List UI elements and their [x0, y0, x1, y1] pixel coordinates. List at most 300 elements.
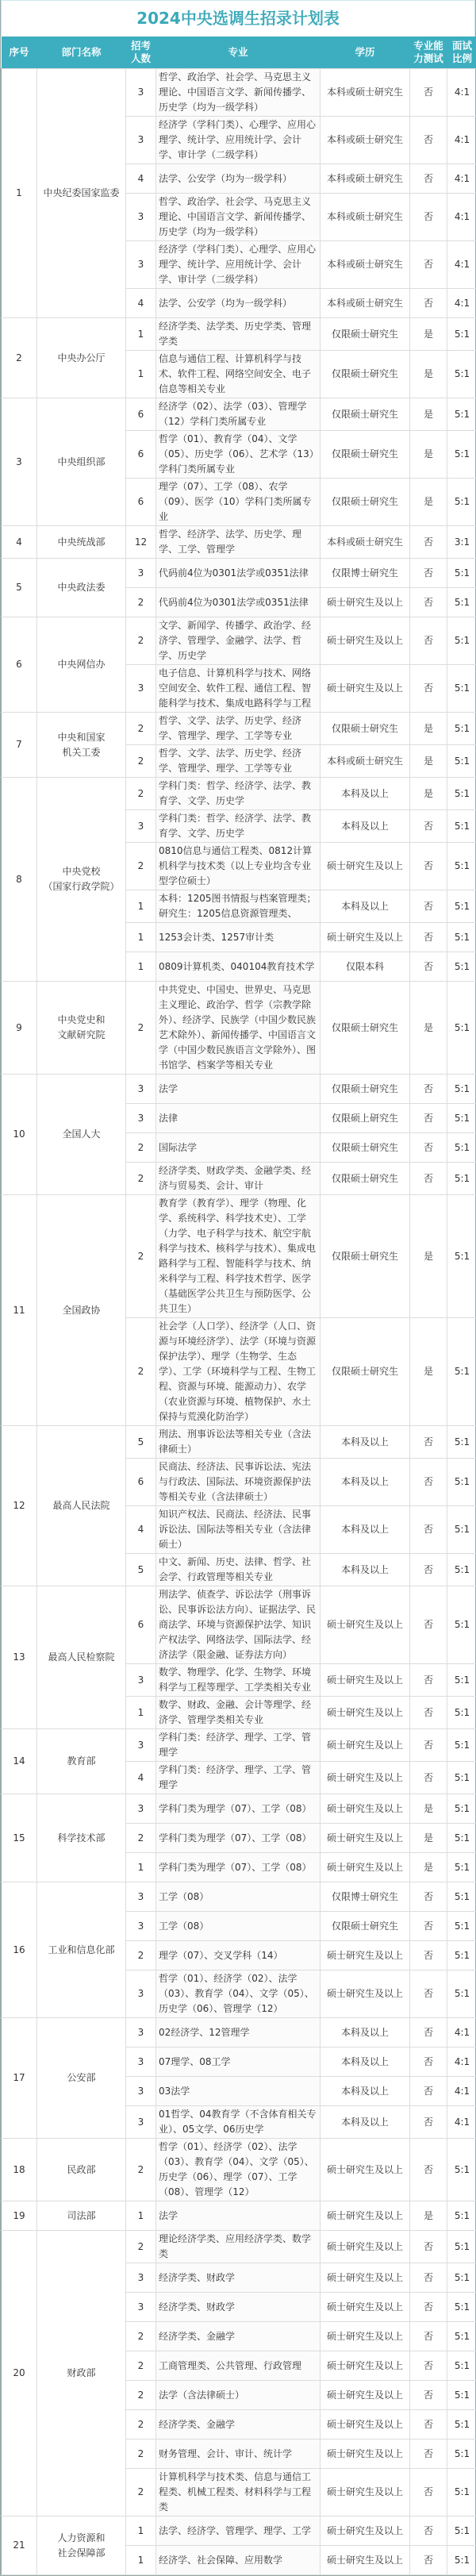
- count-cell: 1: [126, 351, 156, 398]
- education-cell: 硕士研究生及以上: [321, 2263, 410, 2293]
- major-cell: 信息与通信工程、计算机科学与技术、软件工程、网络空间安全、电子信息等相关专业: [156, 351, 321, 398]
- ratio-cell: 5:1: [447, 559, 476, 588]
- test-cell: 否: [410, 1664, 447, 1697]
- education-cell: 本科及以上: [321, 2077, 410, 2106]
- test-cell: 否: [410, 952, 447, 982]
- test-cell: 是: [410, 1794, 447, 1824]
- count-cell: 2: [126, 1133, 156, 1163]
- seq-cell: 13: [2, 1586, 37, 1729]
- test-cell: 是: [410, 778, 447, 810]
- table-row: [2, 2201, 476, 2231]
- ratio-cell: 5:1: [447, 1970, 476, 2018]
- major-cell: 财务管理、会计、审计、统计学: [156, 2440, 321, 2469]
- education-cell: 硕士研究生及以上: [321, 2469, 410, 2516]
- ratio-cell: 5:1: [447, 1762, 476, 1794]
- ratio-cell: 5:1: [447, 2201, 476, 2231]
- major-cell: 代码前4位为0301法学或0351法律: [156, 559, 321, 588]
- ratio-cell: 5:1: [447, 1729, 476, 1762]
- ratio-cell: 5:1: [447, 1426, 476, 1459]
- dept-name-cell: 中央统战部: [37, 526, 126, 559]
- major-cell: 文学、新闻学、传播学、政治学、经济学、管理学、金融学、法学、哲学、历史学: [156, 617, 321, 665]
- count-cell: 2: [126, 1163, 156, 1195]
- seq-cell: 15: [2, 1794, 37, 1882]
- test-cell: 否: [410, 1075, 447, 1104]
- header-education: 学历: [321, 37, 410, 69]
- major-cell: 工商管理类、公共管理、行政管理: [156, 2351, 321, 2381]
- table-row: [2, 713, 476, 745]
- ratio-cell: 4:1: [447, 69, 476, 117]
- count-cell: 3: [126, 117, 156, 164]
- table-row: [2, 1729, 476, 1762]
- seq-cell: 18: [2, 2139, 37, 2201]
- education-cell: 硕士研究生及以上: [321, 2322, 410, 2351]
- count-cell: 1: [126, 318, 156, 351]
- count-cell: 3: [126, 2047, 156, 2077]
- education-cell: 硕士研究生及以上: [321, 1941, 410, 1970]
- major-cell: 民商法、经济法、民事诉讼法、宪法与行政法、国际法、环境资源保护法等相关专业（含法律硕士）: [156, 1459, 321, 1506]
- count-cell: 2: [126, 2139, 156, 2201]
- ratio-cell: 5:1: [447, 1912, 476, 1941]
- dept-name-cell: 人力资源和 社会保障部: [37, 2516, 126, 2575]
- dept-name-cell: 中央组织部: [37, 398, 126, 526]
- major-cell: 哲学、政治学、社会学、马克思主义理论、中国语言文学、新闻传播学、历史学（均为一级学科）: [156, 69, 321, 117]
- education-cell: 硕士研究生及以上: [321, 588, 410, 617]
- table-row: [2, 318, 476, 351]
- test-cell: 否: [410, 617, 447, 665]
- test-cell: 否: [410, 843, 447, 890]
- ratio-cell: 5:1: [447, 2293, 476, 2322]
- ratio-cell: 5:1: [447, 810, 476, 843]
- count-cell: 6: [126, 1586, 156, 1664]
- education-cell: 本科及以上: [321, 1554, 410, 1586]
- education-cell: 仅限硕士研究生: [321, 351, 410, 398]
- test-cell: 否: [410, 1586, 447, 1664]
- count-cell: 2: [126, 1195, 156, 1318]
- seq-cell: 9: [2, 982, 37, 1075]
- ratio-cell: 5:1: [447, 1824, 476, 1853]
- ratio-cell: 5:1: [447, 1163, 476, 1195]
- education-cell: 本科及以上: [321, 1506, 410, 1554]
- seq-cell: 10: [2, 1075, 37, 1195]
- ratio-cell: 5:1: [447, 1075, 476, 1104]
- seq-cell: 20: [2, 2231, 37, 2516]
- education-cell: 本科及以上: [321, 2047, 410, 2077]
- ratio-cell: 5:1: [447, 952, 476, 982]
- count-cell: 2: [126, 2231, 156, 2263]
- dept-name-cell: 中央办公厅: [37, 318, 126, 398]
- education-cell: 硕士研究生及以上: [321, 2410, 410, 2440]
- ratio-cell: 5:1: [447, 1853, 476, 1882]
- table-row: [2, 1195, 476, 1318]
- test-cell: 是: [410, 713, 447, 745]
- count-cell: 3: [126, 1104, 156, 1133]
- ratio-cell: 5:1: [447, 1459, 476, 1506]
- count-cell: 4: [126, 1762, 156, 1794]
- seq-cell: 8: [2, 778, 37, 982]
- education-cell: 仅限本科: [321, 952, 410, 982]
- header-test: 专业能 力测试: [410, 37, 447, 69]
- major-cell: 经济学类、金融学: [156, 2322, 321, 2351]
- education-cell: 硕士研究生及以上: [321, 1970, 410, 2018]
- major-cell: 07理学、08工学: [156, 2047, 321, 2077]
- seq-cell: 19: [2, 2201, 37, 2231]
- table-row: [2, 559, 476, 588]
- ratio-cell: 5:1: [447, 713, 476, 745]
- ratio-cell: 5:1: [447, 2322, 476, 2351]
- count-cell: 2: [126, 2322, 156, 2351]
- test-cell: 否: [410, 2381, 447, 2410]
- education-cell: 硕士研究生及以上: [321, 2546, 410, 2575]
- count-cell: 4: [126, 289, 156, 318]
- seq-cell: 3: [2, 398, 37, 526]
- education-cell: 硕士研究生及以上: [321, 843, 410, 890]
- dept-name-cell: 中央党校 （国家行政学院）: [37, 778, 126, 982]
- ratio-cell: 5:1: [447, 1586, 476, 1664]
- count-cell: 3: [126, 241, 156, 289]
- count-cell: 6: [126, 479, 156, 526]
- table-row: [2, 778, 476, 810]
- ratio-cell: 4:1: [447, 117, 476, 164]
- ratio-cell: 4:1: [447, 194, 476, 241]
- major-cell: 理学（07）、交叉学科（14）: [156, 1941, 321, 1970]
- test-cell: 是: [410, 2201, 447, 2231]
- count-cell: 3: [126, 1912, 156, 1941]
- education-cell: 仅限硕士研究生: [321, 318, 410, 351]
- test-cell: 否: [410, 1459, 447, 1506]
- major-cell: 经济学（02）、法学（03）、管理学（12）学科门类所属专业: [156, 398, 321, 431]
- major-cell: 经济学、社会保障、应用数学: [156, 2546, 321, 2575]
- count-cell: 2: [126, 1824, 156, 1853]
- test-cell: 是: [410, 1195, 447, 1318]
- major-cell: 计算机科学与技术类、信息与通信工程类、机械工程类、材料科学与工程类: [156, 2469, 321, 2516]
- ratio-cell: 5:1: [447, 1882, 476, 1912]
- count-cell: 3: [126, 1729, 156, 1762]
- table-row: [2, 526, 476, 559]
- seq-cell: 21: [2, 2516, 37, 2575]
- major-cell: 知识产权法、民商法、经济法、民事诉讼法、国际法等相关专业（含法律硕士）: [156, 1506, 321, 1554]
- test-cell: 否: [410, 559, 447, 588]
- education-cell: 本科或硕士研究生: [321, 241, 410, 289]
- education-cell: 硕士研究生及以上: [321, 923, 410, 952]
- major-cell: 01哲学、04教育学（不含体育相关专业）、05文学、06历史学: [156, 2106, 321, 2139]
- major-cell: 刑法、刑事诉讼法等相关专业（含法律硕士）: [156, 1426, 321, 1459]
- major-cell: 学科门类为理学（07）、工学（08）: [156, 1824, 321, 1853]
- major-cell: 数学、物理学、化学、生物学、环境科学与工程等理学、工学类相关专业: [156, 1664, 321, 1697]
- test-cell: 否: [410, 2322, 447, 2351]
- count-cell: 3: [126, 665, 156, 713]
- count-cell: 3: [126, 1664, 156, 1697]
- test-cell: 是: [410, 982, 447, 1075]
- test-cell: 否: [410, 289, 447, 318]
- count-cell: 2: [126, 843, 156, 890]
- dept-name-cell: 全国政协: [37, 1195, 126, 1426]
- seq-cell: 6: [2, 617, 37, 713]
- test-cell: 否: [410, 2410, 447, 2440]
- education-cell: 硕士研究生及以上: [321, 2201, 410, 2231]
- ratio-cell: 5:1: [447, 351, 476, 398]
- test-cell: 否: [410, 2077, 447, 2106]
- education-cell: 硕士研究生及以上: [321, 1697, 410, 1729]
- seq-cell: 12: [2, 1426, 37, 1586]
- test-cell: 否: [410, 2047, 447, 2077]
- major-cell: 法学（含法律硕士）: [156, 2381, 321, 2410]
- dept-name-cell: 中央党史和 文献研究院: [37, 982, 126, 1075]
- major-cell: 法学: [156, 1075, 321, 1104]
- count-cell: 2: [126, 778, 156, 810]
- count-cell: 2: [126, 745, 156, 778]
- major-cell: 哲学、经济学、法学、历史学、理学、工学、管理学: [156, 526, 321, 559]
- education-cell: 硕士研究生及以上: [321, 1762, 410, 1794]
- ratio-cell: 5:1: [447, 2440, 476, 2469]
- ratio-cell: 5:1: [447, 2546, 476, 2575]
- dept-name-cell: 民政部: [37, 2139, 126, 2201]
- test-cell: 否: [410, 1133, 447, 1163]
- test-cell: 否: [410, 194, 447, 241]
- count-cell: 1: [126, 1853, 156, 1882]
- seq-cell: 5: [2, 559, 37, 617]
- major-cell: 理学（07）、工学（08）、农学（09）、医学（10）学科门类所属专业: [156, 479, 321, 526]
- major-cell: 经济学类、金融学: [156, 2410, 321, 2440]
- major-cell: 中共党史、中国史、世界史、马克思主义理论、政治学、哲学（宗教学除外）、经济学、民族学（中国少数民族艺术除外）、新闻传播学、中国语言文学（中国少数民族语言文学除外）、图书馆学、档案学等相关专业: [156, 982, 321, 1075]
- major-cell: 哲学、文学、法学、历史学、经济学、管理学、理学、工学等专业: [156, 713, 321, 745]
- education-cell: 仅限硕士研究生: [321, 1163, 410, 1195]
- ratio-cell: 4:1: [447, 2106, 476, 2139]
- education-cell: 本科及以上: [321, 2018, 410, 2047]
- education-cell: 仅限硕士研究生: [321, 479, 410, 526]
- dept-name-cell: 科学技术部: [37, 1794, 126, 1882]
- education-cell: 硕士研究生及以上: [321, 2293, 410, 2322]
- table-row: [2, 1426, 476, 1459]
- major-cell: 学科门类为理学（07）、工学（08）: [156, 1794, 321, 1824]
- count-cell: 2: [126, 2410, 156, 2440]
- count-cell: 4: [126, 1506, 156, 1554]
- count-cell: 3: [126, 69, 156, 117]
- count-cell: 2: [126, 588, 156, 617]
- table-row: [2, 2018, 476, 2047]
- major-cell: 工学（08）: [156, 1882, 321, 1912]
- test-cell: 否: [410, 164, 447, 194]
- major-cell: 0809计算机类、040104教育技术学: [156, 952, 321, 982]
- ratio-cell: 5:1: [447, 1794, 476, 1824]
- ratio-cell: 5:1: [447, 745, 476, 778]
- major-cell: 1253会计类、1257审计类: [156, 923, 321, 952]
- education-cell: 硕士研究生及以上: [321, 2231, 410, 2263]
- dept-name-cell: 工业和信息化部: [37, 1882, 126, 2018]
- education-cell: 硕士研究生及以上: [321, 2351, 410, 2381]
- major-cell: 法学、经济学、管理学、理学、工学: [156, 2516, 321, 2546]
- ratio-cell: 5:1: [447, 1104, 476, 1133]
- count-cell: 5: [126, 1426, 156, 1459]
- count-cell: 3: [126, 1970, 156, 2018]
- ratio-cell: 5:1: [447, 1318, 476, 1426]
- education-cell: 本科及以上: [321, 1426, 410, 1459]
- ratio-cell: 5:1: [447, 617, 476, 665]
- major-cell: 经济学类、法学类、历史学类、管理学类: [156, 318, 321, 351]
- major-cell: 法学、公安学（均为一级学科）: [156, 164, 321, 194]
- major-cell: 学科门类：经济学、理学、工学、管理学: [156, 1762, 321, 1794]
- education-cell: 硕士研究生及以上: [321, 665, 410, 713]
- ratio-cell: 3:1: [447, 526, 476, 559]
- header-count: 招考 人数: [126, 37, 156, 69]
- dept-name-cell: 最高人民检察院: [37, 1586, 126, 1729]
- test-cell: 否: [410, 665, 447, 713]
- education-cell: 本科或硕士研究生: [321, 194, 410, 241]
- table-row: [2, 1794, 476, 1824]
- test-cell: 否: [410, 890, 447, 923]
- ratio-cell: 4:1: [447, 2077, 476, 2106]
- education-cell: 仅限硕士研究生: [321, 1133, 410, 1163]
- test-cell: 否: [410, 1941, 447, 1970]
- test-cell: 否: [410, 2351, 447, 2381]
- count-cell: 5: [126, 1554, 156, 1586]
- ratio-cell: 5:1: [447, 665, 476, 713]
- ratio-cell: 4:1: [447, 289, 476, 318]
- major-cell: 电子信息、计算机科学与技术、网络空间安全、软件工程、通信工程、智能科学与技术、集成电路科学与工程: [156, 665, 321, 713]
- ratio-cell: 5:1: [447, 1941, 476, 1970]
- major-cell: 哲学（01）、经济学（02）、法学（03）、教育学（04）、文学（05）、历史学（06）、管理学（12）: [156, 1970, 321, 2018]
- header-major: 专业: [156, 37, 321, 69]
- header-ratio: 面试 比例: [447, 37, 476, 69]
- major-cell: 经济学（学科门类）、心理学、应用心理学、统计学、应用统计学、会计学、审计学（二级学科）: [156, 241, 321, 289]
- table-row: [2, 1075, 476, 1104]
- ratio-cell: 5:1: [447, 318, 476, 351]
- major-cell: 哲学（01）、经济学（02）、法学（03）、教育学（04）、文学（05）、历史学（06）、理学（07）、工学（08）、管理学（12）: [156, 2139, 321, 2201]
- test-cell: 否: [410, 2546, 447, 2575]
- education-cell: 仅限硕士研究生: [321, 1318, 410, 1426]
- count-cell: 2: [126, 982, 156, 1075]
- test-cell: 否: [410, 2231, 447, 2263]
- table-row: [2, 69, 476, 117]
- test-cell: 否: [410, 923, 447, 952]
- education-cell: 硕士研究生及以上: [321, 617, 410, 665]
- header-dept: 部门名称: [37, 37, 126, 69]
- count-cell: 6: [126, 398, 156, 431]
- table-row: [2, 1882, 476, 1912]
- education-cell: 本科或硕士研究生: [321, 117, 410, 164]
- ratio-cell: 5:1: [447, 1133, 476, 1163]
- education-cell: 硕士研究生及以上: [321, 2516, 410, 2546]
- dept-name-cell: 教育部: [37, 1729, 126, 1794]
- test-cell: 否: [410, 526, 447, 559]
- ratio-cell: 4:1: [447, 2047, 476, 2077]
- major-cell: 经济学类、财政学: [156, 2263, 321, 2293]
- education-cell: 硕士研究生及以上: [321, 1586, 410, 1664]
- count-cell: 6: [126, 1459, 156, 1506]
- dept-name-cell: 最高人民法院: [37, 1426, 126, 1586]
- major-cell: 工学（08）: [156, 1912, 321, 1941]
- count-cell: 6: [126, 431, 156, 479]
- education-cell: 仅限硕上研究生: [321, 1104, 410, 1133]
- dept-name-cell: 中央和国家 机关工委: [37, 713, 126, 778]
- count-cell: 1: [126, 1697, 156, 1729]
- dept-name-cell: 中央政法委: [37, 559, 126, 617]
- test-cell: 否: [410, 1163, 447, 1195]
- count-cell: 1: [126, 2516, 156, 2546]
- test-cell: 否: [410, 588, 447, 617]
- ratio-cell: 5:1: [447, 2516, 476, 2546]
- table-row: [2, 617, 476, 665]
- education-cell: 硕士研究生及以上: [321, 1729, 410, 1762]
- test-cell: 否: [410, 1762, 447, 1794]
- ratio-cell: 4:1: [447, 2018, 476, 2047]
- count-cell: 4: [126, 164, 156, 194]
- ratio-cell: 5:1: [447, 1554, 476, 1586]
- major-cell: 中文、新闻、历史、法律、哲学、社会学、行政管理等相关专业: [156, 1554, 321, 1586]
- test-cell: 是: [410, 479, 447, 526]
- ratio-cell: 5:1: [447, 2351, 476, 2381]
- count-cell: 1: [126, 2201, 156, 2231]
- dept-name-cell: 司法部: [37, 2201, 126, 2231]
- education-cell: 本科及以上: [321, 1459, 410, 1506]
- ratio-cell: 5:1: [447, 843, 476, 890]
- test-cell: 是: [410, 1824, 447, 1853]
- major-cell: 本科：1205图书情报与档案管理类； 研究生：1205信息资源管理类、: [156, 890, 321, 923]
- table-header: [2, 37, 476, 69]
- test-cell: 否: [410, 1912, 447, 1941]
- seq-cell: 14: [2, 1729, 37, 1794]
- education-cell: 仅限硕士研究生: [321, 431, 410, 479]
- test-cell: 否: [410, 2106, 447, 2139]
- ratio-cell: 5:1: [447, 923, 476, 952]
- ratio-cell: 5:1: [447, 479, 476, 526]
- count-cell: 3: [126, 2106, 156, 2139]
- test-cell: 否: [410, 1729, 447, 1762]
- count-cell: 2: [126, 713, 156, 745]
- table-row: [2, 398, 476, 431]
- ratio-cell: 4:1: [447, 164, 476, 194]
- table-row: [2, 1586, 476, 1664]
- count-cell: 2: [126, 2440, 156, 2469]
- ratio-cell: 5:1: [447, 2381, 476, 2410]
- education-cell: 本科及以上: [321, 810, 410, 843]
- count-cell: 3: [126, 1882, 156, 1912]
- test-cell: 否: [410, 1970, 447, 2018]
- ratio-cell: 5:1: [447, 2410, 476, 2440]
- seq-cell: 16: [2, 1882, 37, 2018]
- test-cell: 否: [410, 1104, 447, 1133]
- test-cell: 是: [410, 398, 447, 431]
- education-cell: 本科或硕士研究生: [321, 526, 410, 559]
- count-cell: 2: [126, 1941, 156, 1970]
- education-cell: 仅限硕士研究生: [321, 1075, 410, 1104]
- education-cell: 硕士研究生及以上: [321, 2139, 410, 2201]
- test-cell: 否: [410, 1506, 447, 1554]
- major-cell: 社会学（人口学）、经济学（人口、资源与环境经济学）、法学（环境与资源保护法学）、理学（生物学、生态学）、工学（环境科学与工程、生物工程、资源与环境、能源动力）、农学（农业资源与环境、植物保护、水土保持与荒漠化防治学）: [156, 1318, 321, 1426]
- seq-cell: 11: [2, 1195, 37, 1426]
- education-cell: 仅限博士研究生: [321, 559, 410, 588]
- major-cell: 刑法学、侦查学、诉讼法学（刑事诉讼、民事诉讼法方向）、证据法学、民商法学、环境与资源保护法学、知识产权法学、网络法学、国际法学、经济法学（限金融、证券法方向）: [156, 1586, 321, 1664]
- count-cell: 1: [126, 952, 156, 982]
- test-cell: 是: [410, 1853, 447, 1882]
- major-cell: 学科门类：经济学、理学、工学、管理学: [156, 1729, 321, 1762]
- count-cell: 2: [126, 1318, 156, 1426]
- test-cell: 是: [410, 351, 447, 398]
- ratio-cell: 5:1: [447, 1506, 476, 1554]
- education-cell: 本科或硕士研究生: [321, 745, 410, 778]
- test-cell: 是: [410, 745, 447, 778]
- test-cell: 否: [410, 2263, 447, 2293]
- ratio-cell: 4:1: [447, 241, 476, 289]
- count-cell: 3: [126, 2263, 156, 2293]
- ratio-cell: 5:1: [447, 890, 476, 923]
- education-cell: 仅限博士研究生: [321, 1882, 410, 1912]
- count-cell: 3: [126, 559, 156, 588]
- count-cell: 3: [126, 1075, 156, 1104]
- major-cell: 经济学（学科门类）、心理学、应用心理学、统计学、应用统计学、会计学、审计学（二级学科）: [156, 117, 321, 164]
- education-cell: 硕士研究生及以上: [321, 1824, 410, 1853]
- count-cell: 2: [126, 617, 156, 665]
- test-cell: 否: [410, 2440, 447, 2469]
